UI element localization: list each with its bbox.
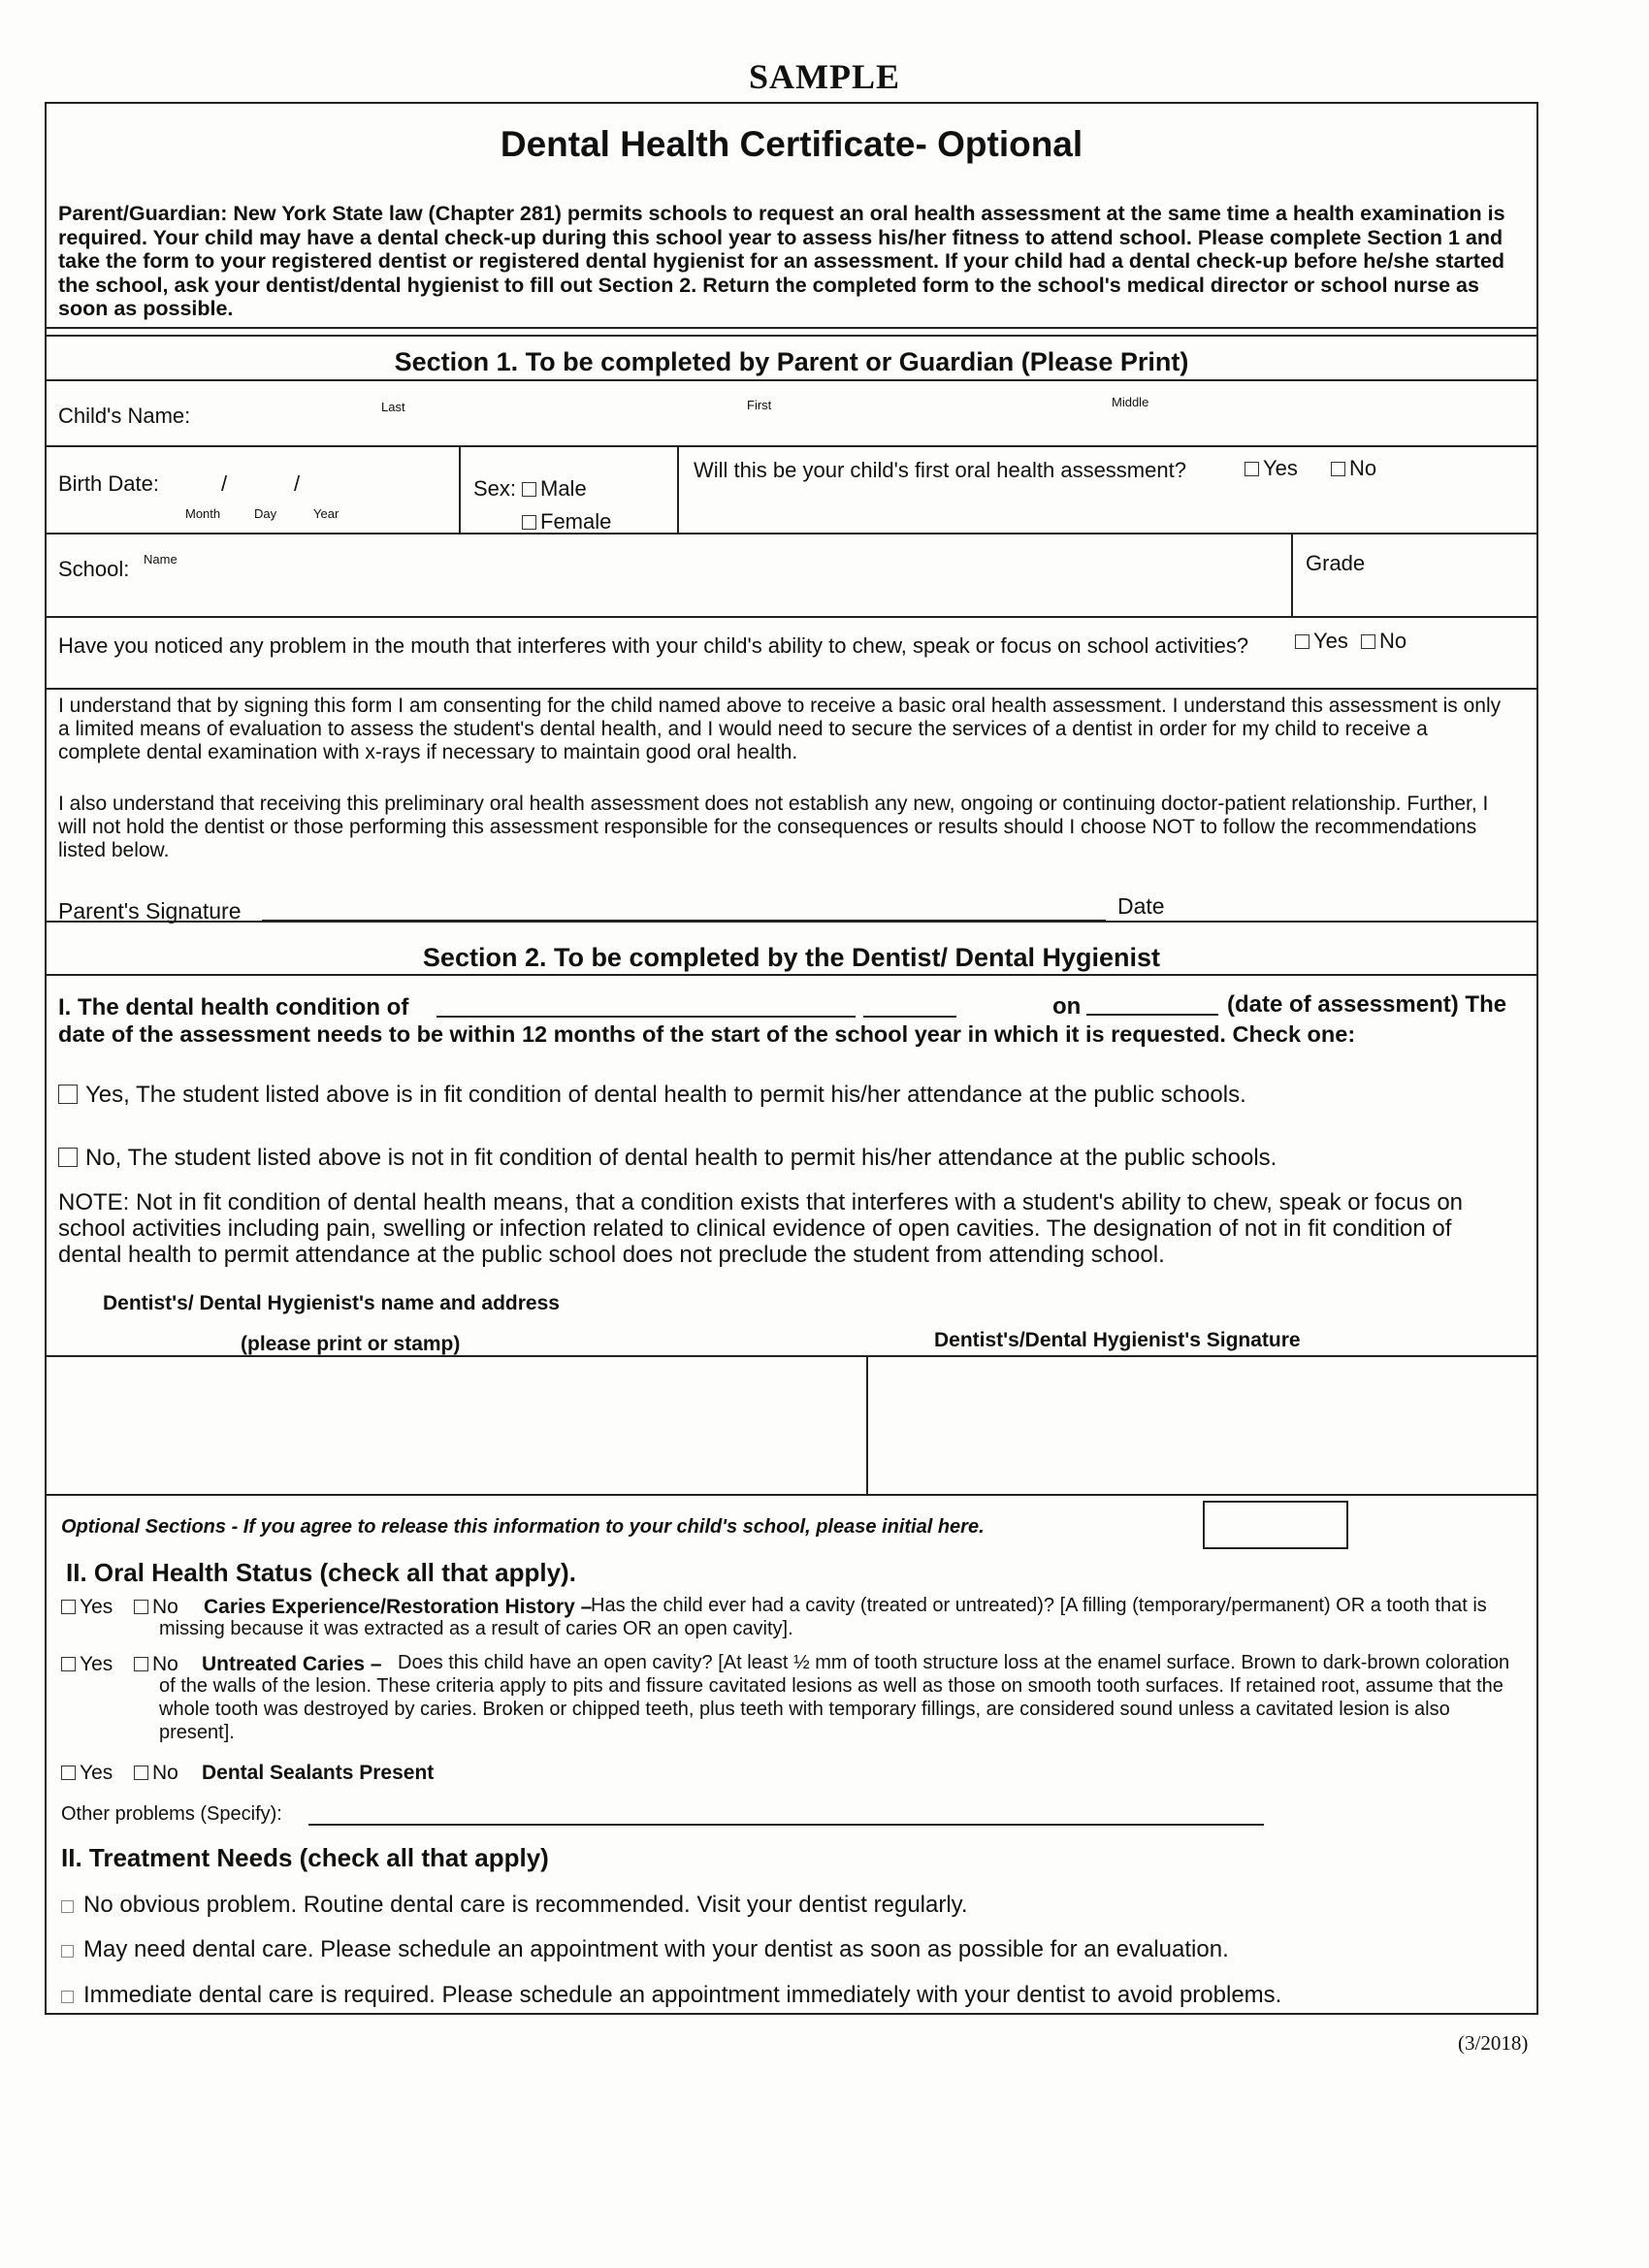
first-name-caption: First (747, 398, 772, 412)
male-checkbox[interactable] (522, 482, 536, 497)
yes-label: Yes (1313, 629, 1348, 653)
consent-paragraph-2: I also understand that receiving this preliminary oral health assessment does not establish any new, ongoing or continuing doctor-patient relationship. Further, I will not hold the dentist or those performing this assessment responsible for the consequences or results should I choose NOT to follow the recommendations listed below. (58, 793, 1489, 861)
oral-health-status-heading: II. Oral Health Status (check all that apply). (66, 1558, 576, 1587)
divider (45, 327, 1538, 329)
checkbox[interactable] (1245, 462, 1259, 476)
divider (45, 1494, 1538, 1496)
dentist-name-address-label: Dentist's/ Dental Hygienist's name and address (103, 1292, 560, 1314)
no-label: No (152, 1596, 178, 1618)
assessment-date-field[interactable] (1086, 992, 1218, 1016)
divider (45, 335, 1538, 337)
treatment-option-routine[interactable] (61, 1892, 968, 1919)
form-title: Dental Health Certificate- Optional (500, 124, 1083, 164)
parent-initials-box[interactable] (1203, 1501, 1348, 1549)
divider (1291, 533, 1293, 616)
sex-label: Sex: (473, 476, 517, 501)
mouth-problem-question: Have you noticed any problem in the mouth that interferes with your child's ability to chew, speak or focus on school activities? (58, 633, 1249, 658)
other-problems-field[interactable] (308, 1802, 1264, 1826)
mouth-problem-yes-option[interactable] (1295, 629, 1348, 654)
checkbox[interactable] (1331, 462, 1345, 476)
male-label: Male (540, 476, 587, 501)
no-label: No (152, 1653, 178, 1675)
release-consent-text: If you agree to release this information to your child's school, please initial here. (242, 1516, 985, 1538)
dental-condition-label: I. The dental health condition of (58, 994, 409, 1021)
untreated-yes-option[interactable] (61, 1653, 113, 1676)
caries-experience-text: Has the child ever had a cavity (treated or untreated)? [A filling (temporary/permanent) OR a tooth that is missing because it was extracted as a result of caries OR an open cavity]. (159, 1595, 1487, 1639)
female-checkbox[interactable] (522, 515, 536, 530)
divider (45, 1355, 1538, 1357)
yes-label: Yes (80, 1653, 113, 1675)
fit-no-label: No, The student listed above is not in fit condition of dental health to permit his/her attendance at the public schools. (85, 1145, 1277, 1171)
treatment-label: May need dental care. Please schedule an appointment with your dentist as soon as possible for an evaluation. (83, 1936, 1229, 1962)
optional-sections-intro (61, 1516, 985, 1539)
signature-date-field[interactable] (1188, 891, 1518, 920)
school-name-caption: Name (144, 552, 178, 567)
untreated-caries-text: Does this child have an open cavity? [At least ½ mm of tooth structure loss at the enamel surface. Brown to dark-brown coloration of the walls of the lesion. These criteria apply to pits and fissure cavitated lesions as well as those on smooth tooth surfaces. If retained root, assume that the whole tooth was destroyed by caries. Broken or chipped teeth, plus teeth with temporary fillings, are considered sound unless a cavitated lesion is also present]. (159, 1652, 1510, 1743)
sample-watermark-title: SAMPLE (748, 57, 900, 96)
last-name-caption: Last (381, 400, 405, 414)
divider (45, 616, 1538, 618)
fit-condition-yes-option[interactable] (58, 1082, 1246, 1109)
parent-signature-label: Parent's Signature (58, 898, 242, 923)
treatment-needs-heading: II. Treatment Needs (check all that apply) (61, 1843, 549, 1872)
form-version: (3/2018) (1458, 2031, 1529, 2055)
divider (45, 379, 1538, 381)
divider (45, 445, 1538, 447)
day-caption: Day (254, 506, 277, 521)
on-label: on (1052, 993, 1082, 1020)
first-assessment-yes-option[interactable] (1245, 456, 1298, 481)
school-label: School: (58, 557, 130, 581)
sex-male-option[interactable] (522, 476, 587, 502)
treatment-option-may-need[interactable] (61, 1936, 1229, 1963)
school-name-field[interactable] (184, 541, 1280, 605)
date-of-assessment-label: (date of assessment) The (1227, 991, 1507, 1018)
sealants-no-option[interactable] (134, 1762, 178, 1785)
divider (459, 445, 461, 535)
checkbox[interactable] (58, 1085, 78, 1104)
checkbox[interactable] (58, 1148, 78, 1167)
month-caption: Month (185, 506, 221, 521)
date-separator: / (221, 471, 228, 496)
checkbox[interactable] (61, 1945, 74, 1958)
first-assessment-no-option[interactable] (1331, 456, 1376, 481)
dentist-name-address-field[interactable] (48, 1359, 863, 1491)
divider (45, 688, 1538, 690)
no-label: No (1379, 629, 1407, 653)
dental-sealants-title: Dental Sealants Present (202, 1762, 435, 1784)
year-caption: Year (313, 506, 340, 521)
divider (866, 1355, 868, 1494)
no-label: No (152, 1762, 178, 1784)
section1-heading: Section 1. To be completed by Parent or Guardian (Please Print) (394, 347, 1189, 376)
yes-label: Yes (80, 1596, 113, 1618)
fit-yes-label: Yes, The student listed above is in fit condition of dental health to permit his/her attendance at the public schools. (85, 1082, 1246, 1108)
sealants-yes-option[interactable] (61, 1762, 113, 1785)
grade-field[interactable] (1300, 582, 1533, 611)
treatment-label: Immediate dental care is required. Please schedule an appointment immediately with your dentist to avoid problems. (83, 1982, 1282, 2008)
dentist-signature-label: Dentist's/Dental Hygienist's Signature (934, 1329, 1301, 1351)
caries-title: Caries Experience/Restoration History – (204, 1596, 593, 1618)
caries-yes-option[interactable] (61, 1596, 113, 1619)
student-name-field[interactable] (436, 994, 856, 1018)
birth-date-label: Birth Date: (58, 471, 159, 496)
checkbox[interactable] (134, 1766, 148, 1780)
checkbox[interactable] (61, 1900, 74, 1913)
date-separator: / (294, 471, 301, 496)
checkbox[interactable] (134, 1657, 148, 1671)
female-label: Female (540, 509, 612, 534)
no-label: No (1349, 456, 1377, 480)
fit-condition-no-option[interactable] (58, 1145, 1277, 1172)
signature-date-label: Date (1117, 893, 1165, 919)
treatment-label: No obvious problem. Routine dental care is recommended. Visit your dentist regularly. (83, 1892, 968, 1918)
divider (45, 533, 1538, 535)
sex-female-option[interactable] (522, 509, 611, 535)
yes-label: Yes (80, 1762, 113, 1784)
child-name-label: Child's Name: (58, 404, 191, 428)
yes-label: Yes (1263, 456, 1298, 480)
parent-signature-field[interactable] (262, 896, 1106, 922)
checkbox[interactable] (61, 1991, 74, 2003)
checkbox[interactable] (61, 1657, 76, 1671)
dentist-signature-field[interactable] (871, 1359, 1535, 1491)
divider (45, 921, 1538, 923)
section2-heading: Section 2. To be completed by the Dentist/ Dental Hygienist (422, 943, 1161, 972)
first-assessment-question: Will this be your child's first oral health assessment? (694, 458, 1186, 482)
divider (45, 974, 1538, 976)
child-name-field[interactable] (194, 388, 1523, 442)
consent-paragraph-1: I understand that by signing this form I am consenting for the child named above to receive a basic oral health assessment. I understand this assessment is only a limited means of evaluation to assess the student's dental health, and I would need to secure the services of a dentist in order for my child to receive a complete dental examination with x-rays if necessary to maintain good oral health. (58, 695, 1502, 763)
grade-label: Grade (1306, 551, 1366, 575)
fit-condition-note: NOTE: Not in fit condition of dental health means, that a condition exists that interferes with a student's ability to chew, speak or focus on school activities including pain, swelling or infection related to clinical evidence of open cavities. The designation of not in fit condition of dental health to permit attendance at the public school does not preclude the student from attending school. (58, 1189, 1464, 1268)
checkbox[interactable] (61, 1766, 76, 1780)
treatment-option-immediate[interactable] (61, 1982, 1281, 2009)
birth-date-field[interactable] (170, 461, 451, 504)
assessment-timing-note: date of the assessment needs to be within 12 months of the start of the school year in which it is requested. Check one: (58, 1021, 1356, 1047)
parent-guardian-instructions: Parent/Guardian: New York State law (Chapter 281) permits schools to request an oral health assessment at the same time a health examination is required. Your child may have a dental check-up during this school year to assess his/her fitness to attend school. Please complete Section 1 and take the form to your registered dentist or registered dental hygienist for an assessment. If your child had a dental check-up before he/she started the school, ask your dentist/dental hygienist to fill out Section 2. Return the completed form to the school's medical director or school nurse as soon as possible. (58, 202, 1505, 320)
checkbox[interactable] (134, 1600, 148, 1614)
checkbox[interactable] (1295, 634, 1310, 649)
other-problems-label: Other problems (Specify): (61, 1803, 282, 1825)
divider (677, 445, 679, 535)
optional-sections-label: Optional Sections - (61, 1516, 243, 1538)
untreated-title: Untreated Caries – (202, 1653, 382, 1675)
middle-name-caption: Middle (1112, 395, 1149, 409)
checkbox[interactable] (1361, 634, 1375, 649)
checkbox[interactable] (61, 1600, 76, 1614)
mouth-problem-no-option[interactable] (1361, 629, 1406, 654)
print-or-stamp-label: (please print or stamp) (241, 1333, 461, 1355)
student-name-field-extra[interactable] (863, 994, 956, 1018)
